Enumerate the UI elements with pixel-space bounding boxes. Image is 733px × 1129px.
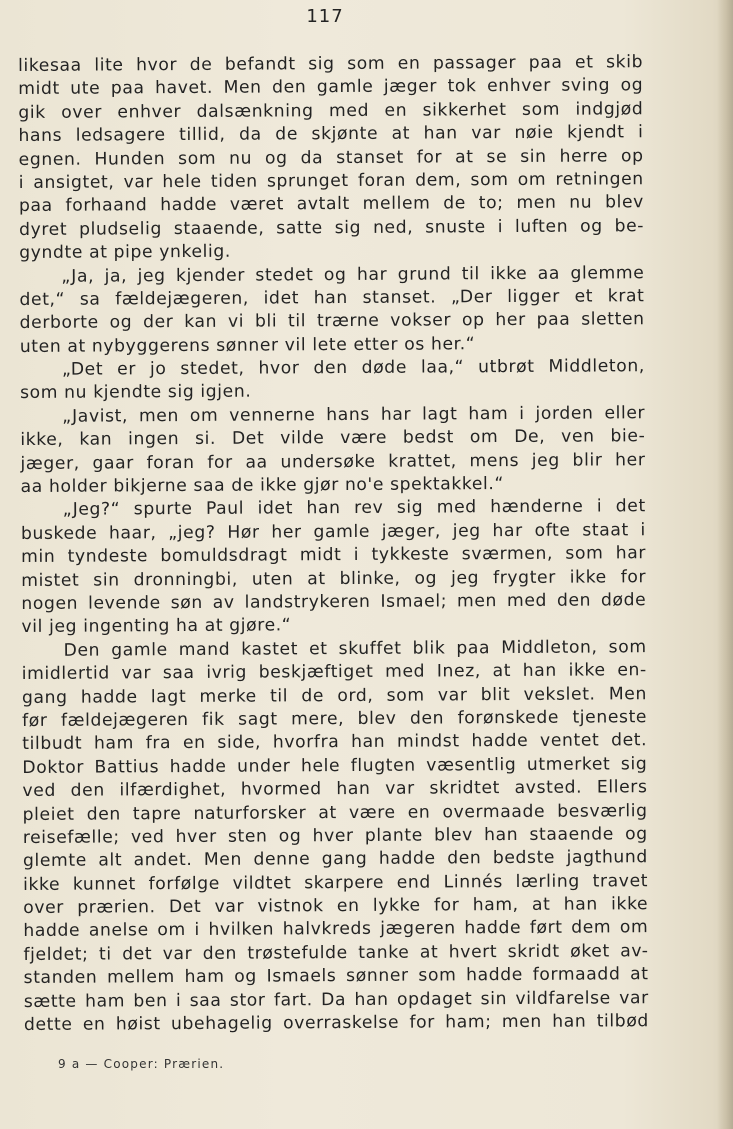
text-line: Den gamle mand kastet et skuffet blik paa Middleton, som bbox=[63, 636, 647, 661]
signature-footer: 9 a — Cooper: Prærien. bbox=[58, 1057, 225, 1071]
text-line: som nu kjendte sig igjen. bbox=[20, 382, 252, 404]
text-line: ikke, kan ingen si. Det vilde være bedst om De, ven bie- bbox=[20, 426, 646, 451]
text-line: buskede haar, „jeg? Hør her gamle jæger, jeg har ofte staat i bbox=[20, 519, 646, 544]
text-line: imidlertid var saa ivrig beskjæftiget med Inez, at han ikke en- bbox=[21, 660, 647, 685]
text-line: nogen levende søn av landstrykeren Ismael; men med den døde bbox=[21, 590, 647, 614]
text-line: før fældejægeren fik sagt mere, blev den forønskede tjeneste bbox=[22, 707, 648, 731]
page-number: 117 bbox=[306, 6, 344, 27]
text-line: standen mellem ham og Ismaels sønner som hadde formaadd at bbox=[23, 964, 649, 989]
text-line: Doktor Battius hadde under hele flugten væsentlig utmerket sig bbox=[22, 753, 648, 778]
text-line: jæger, gaar foran for aa undersøke krattet, mens jeg blir her bbox=[20, 449, 646, 474]
text-line: derborte og der kan vi bli til trærne vokser op her paa sletten bbox=[19, 309, 645, 334]
text-line: likesaa lite hvor de befandt sig som en passager paa et skib bbox=[18, 52, 644, 76]
text-line: min tyndeste bomuldsdragt midt i tykkeste sværmen, som har bbox=[21, 543, 647, 568]
page-edge-shadow bbox=[717, 0, 733, 1129]
text-line: midt ute paa havet. Men den gamle jæger tok enhver sving og bbox=[18, 75, 644, 100]
text-line: egnen. Hunden som nu og da stanset for at se sin herre op bbox=[18, 145, 644, 170]
text-line: aa holder bikjerne saa de ikke gjør no'e spektakkel.“ bbox=[20, 474, 505, 498]
text-line: hadde anelse om i hvilken halvkreds jægeren hadde ført dem om bbox=[23, 917, 649, 942]
text-line: gang hadde lagt merke til de ord, som var blit vekslet. Men bbox=[21, 683, 647, 708]
text-line: ved den ilfærdighet, hvormed han var skridtet avsted. Ellers bbox=[22, 777, 648, 802]
text-line: mistet sin dronningbi, uten at blinke, og jeg frygter ikke for bbox=[21, 566, 647, 591]
text-line: ikke kunnet forfølge vildtet skarpere end Linnés lærling travet bbox=[23, 870, 649, 895]
text-line: „Ja, ja, jeg kjender stedet og har grund til ikke aa glemme bbox=[61, 262, 645, 287]
text-line: over prærien. Det var vistnok en lykke for ham, at han ikke bbox=[23, 894, 649, 919]
text-line: hans ledsagere tillid, da de skjønte at han var nøie kjendt i bbox=[18, 122, 644, 147]
text-line: tilbudt ham fra en side, hvorfra han mindst hadde ventet det. bbox=[22, 730, 648, 755]
text-line: paa forhaand hadde været avtalt mellem de to; men nu blev bbox=[18, 192, 644, 217]
text-line: uten at nybyggerens sønner vil lete etter os her.“ bbox=[19, 333, 476, 357]
text-line: „Det er jo stedet, hvor den døde laa,“ utbrøt Middleton, bbox=[61, 356, 645, 380]
text-line: „Jeg?“ spurte Paul idet han rev sig med hænderne i det bbox=[62, 496, 646, 521]
text-line: sætte ham ben i saa stor fart. Da han opdaget sin vildfarelse var bbox=[23, 987, 649, 1012]
body-text bbox=[18, 51, 649, 1037]
text-line: vil jeg ingenting ha at gjøre.“ bbox=[21, 615, 292, 638]
text-line: fjeldet; ti det var den trøstefulde tanke at hvert skridt øket av- bbox=[23, 941, 649, 965]
text-line: dette en høist ubehagelig overraskelse for ham; men han tilbød bbox=[23, 1011, 649, 1035]
text-line: glemte alt andet. Men denne gang hadde den bedste jagthund bbox=[22, 847, 648, 872]
text-line: i ansigtet, var hele tiden sprunget foran dem, som om retningen bbox=[18, 169, 644, 193]
text-line: det,“ sa fældejægeren, idet han stanset. „Der ligger et krat bbox=[19, 286, 645, 310]
text-line: pleiet den tapre naturforsker at være en overmaade besværlig bbox=[22, 800, 648, 825]
text-line: „Javist, men om vennerne hans har lagt ham i jorden eller bbox=[62, 403, 646, 427]
text-line: dyret pludselig staaende, satte sig ned, snuste i luften og be- bbox=[19, 215, 645, 240]
text-line: gyndte at pipe ynkelig. bbox=[19, 241, 232, 264]
text-line: gik over enhver dalsænkning med en sikkerhet som indgjød bbox=[18, 98, 644, 123]
text-line: reisefælle; ved hver sten og hver plante blev han staaende og bbox=[22, 824, 648, 848]
